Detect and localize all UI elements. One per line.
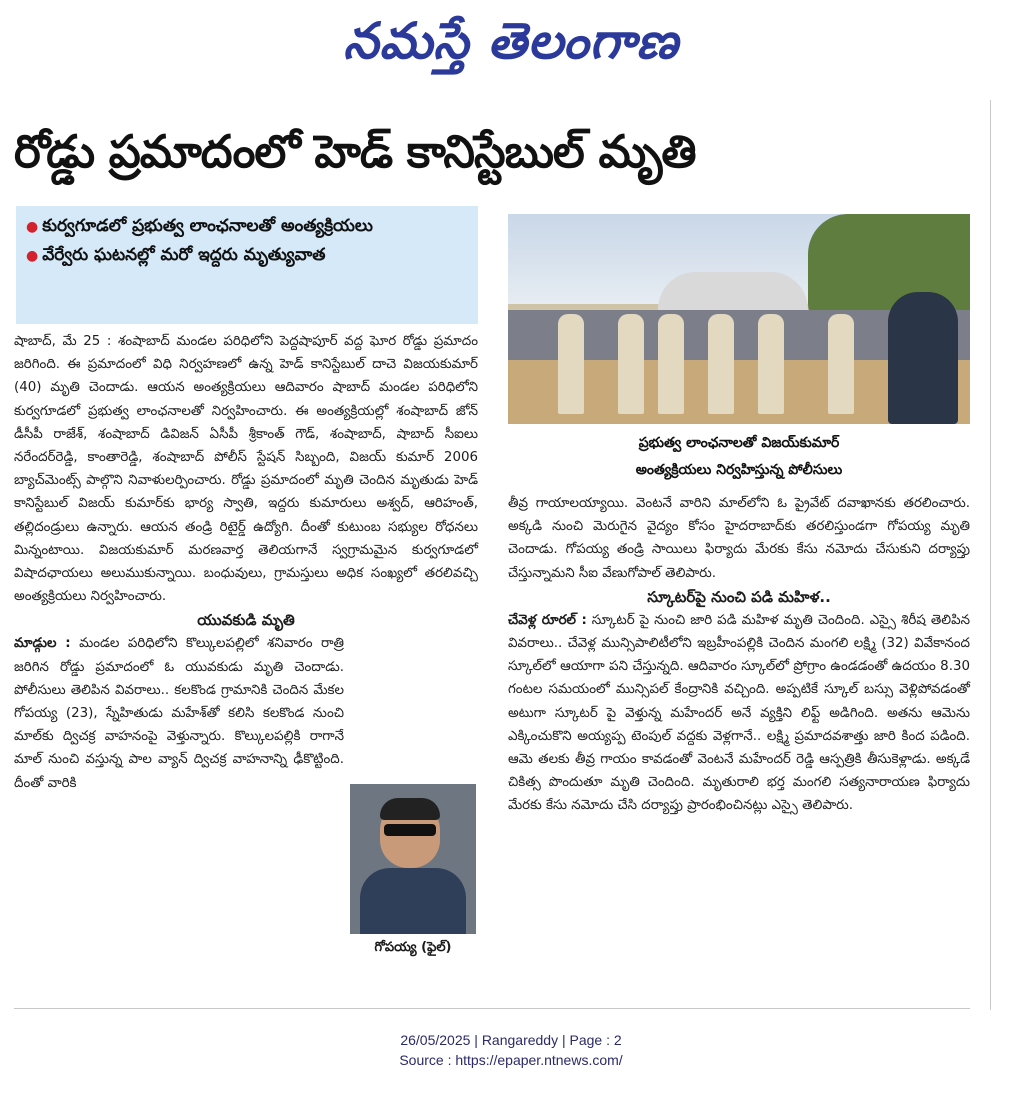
subheadline-1: ● కుర్వగూడలో ప్రభుత్వ లాంఛనాలతో అంత్యక్రియలు — [26, 216, 373, 236]
funeral-photo-caption: ప్రభుత్వ లాంఛనాలతో విజయ్‌కుమార్ అంత్యక్రియలు నిర్వహిస్తున్న పోలీసులు — [635, 435, 843, 478]
bullet-icon: ● — [26, 219, 39, 235]
footer-source-link[interactable]: Source : https://epaper.ntnews.com/ — [399, 1052, 623, 1068]
page-footer — [0, 1030, 1022, 1070]
column-divider-right — [990, 100, 991, 1010]
footer-date-edition: 26/05/2025 | Rangareddy | Page : 2 — [400, 1032, 622, 1048]
subheadline-box — [16, 206, 478, 324]
subheadline-2: ● వేర్వేరు ఘటనల్లో మరో ఇద్దరు మృత్యువాత — [26, 245, 326, 265]
youth-death-story-continued: తీవ్ర గాయాలయ్యాయి. వెంటనే వారిని మాల్‌లోని ఓ ప్రైవేట్ దవాఖానకు తరలించారు. అక్కడి నుంచి మెరుగైన వైద్యం కోసం హైదరాబాద్‌కు తరలిస్తుండగా గోపయ్య మృతి చెందాడు. గోపయ్య తండ్రి సాయిలు ఫిర్యాదు మేరకు కేసు నమోదు చేసుకుని దర్యాప్తు చేస్తున్నామని సీఐ వేణుగోపాల్ తెలిపారు. — [508, 496, 970, 581]
footer-divider — [14, 1008, 970, 1009]
article-column-left — [14, 330, 478, 795]
dateline-chevella: చేవెళ్ల రూరల్ : — [508, 612, 587, 628]
section-title-youth-death: యువకుడి మృతి — [197, 611, 295, 630]
funeral-photo — [508, 214, 970, 424]
scooter-fall-story: చేవెళ్ల రూరల్ : స్కూటర్ పై నుంచి జారి పడి మహిళ మృతి చెందింది. ఎస్సై శిరీష తెలిపిన వివరాలు.. చేవెళ్ల మున్సిపాలిటీలోని ఇబ్రహీంపల్లికి చెందిన మంగలి లక్ష్మి (32) వివేకానంద స్కూల్‌లో ఆయాగా పని చేస్తున్నది. ఆదివారం స్కూల్‌లో ప్రోగ్రాం ఉండడంతో ఉదయం 8.30 గంటల సమయంలో మున్సిపల్ కేంద్రానికి వచ్చింది. అప్పటికే స్కూల్ బస్సు వెళ్లిపోవడంతో అటుగా స్కూటర్ పై వెళ్తున్న మహేందర్ అనే వ్యక్తిని లిఫ్ట్ అడిగింది. అతను ఆమెను ఎక్కించుకొని అయ్యప్ప టెంపుల్ వద్దకు వెళ్లగానే.. లక్ష్మి ప్రమాదవశాత్తు జారి కింద పడింది. ఆమె తలకు తీవ్ర గాయం కావడంతో వెంటనే మహేందర్ రెడ్డి ఆస్పత్రికి తీసుకెళ్లాడు. అక్కడే చికిత్స పొందుతూ మృతి చెందింది. మృతురాలి భర్త మంగలి సత్యనారాయణ ఫిర్యాదు మేరకు కేసు నమోదు చేసి దర్యాప్తు ప్రారంభించినట్లు ఎస్సై తెలిపారు. — [508, 612, 970, 814]
section-title-scooter-fall: స్కూటర్‌పై నుంచి పడి మహిళ.. — [647, 587, 831, 606]
article-headline: రోడ్డు ప్రమాదంలో హెడ్ కానిస్టేబుల్ మృతి — [14, 125, 696, 178]
gopayya-photo-caption: గోపయ్య (ఫైల్) — [374, 940, 452, 955]
gopayya-photo — [350, 784, 476, 934]
bullet-icon: ● — [26, 248, 39, 264]
youth-death-story: మాడ్గుల : మండల పరిధిలోని కొల్కులపల్లిలో శనివారం రాత్రి జరిగిన రోడ్డు ప్రమాదంలో ఓ యువకుడు మృతి చెందాడు. పోలీసులు తెలిపిన వివరాలు.. కలకొండ గ్రామానికి చెందిన మేకల గోపయ్య (23), స్నేహితుడు మహేశ్‌తో కలిసి కలకొండ నుంచి మాల్‌కు ద్విచక్ర వాహనంపై వెళ్తున్నారు. కొల్కులపల్లికి రాగానే మాల్ నుంచి వస్తున్న పాల వ్యాన్ ద్విచక్ర వాహనాన్ని ఢీకొట్టింది. దీంతో వారికి — [14, 636, 344, 791]
article-column-right — [508, 492, 970, 818]
main-story-text: షాబాద్, మే 25 : శంషాబాద్ మండల పరిధిలోని పెద్దషాపూర్ వద్ద ఘోర రోడ్డు ప్రమాదం జరిగింది. ఈ ప్రమాదంలో విధి నిర్వహణలో ఉన్న హెడ్ కానిస్టేబుల్ దాచె విజయకుమార్ (40) మృతి చెందాడు. ఆయన అంత్యక్రియలు ఆదివారం షాబాద్ మండల పరిధిలోని కుర్వగూడలో ప్రభుత్వ లాంఛనాలతో నిర్వహించారు. ఈ అంత్యక్రియల్లో శంషాబాద్ జోన్ డీసీపీ రాజేశ్, శంషాబాద్ డివిజన్ ఏసీపీ శ్రీకాంత్ గౌడ్, శంషాబాద్, షాబాద్ సీఐలు నరేందర్‌రెడ్డి, కాంతారెడ్డి, శంషాబాద్ పోలీస్ స్టేషన్ సిబ్బంది, విజయ్ కుమార్ 2006 బ్యాచ్‌మెంట్స్ పాల్గొని నివాళులర్పించారు. రోడ్డు ప్రమాదంలో మృతి చెందిన మృతుడు హెడ్ కానిస్టేబుల్ విజయ్ కుమార్‌కు భార్య స్వాతి, ఇద్దరు కుమారులు అశ్వద్, ఆరిహంత్, తల్లిదండ్రులు ఉన్నారు. ఆయన తండ్రి రిటైర్డ్ ఉద్యోగి. దీంతో కుటుంబ సభ్యుల రోధనలు మిన్నంటాయి. విజయకుమార్ మరణవార్త తెలియగానే స్వగ్రామమైన కుర్వగూడలో విషాదఛాయలు అలుముకున్నాయి. బంధువులు, గ్రామస్తులు అధిక సంఖ్యలో తరలివచ్చి అంత్యక్రియలు నిర్వహించారు. — [14, 334, 478, 605]
dateline-madgula: మాడ్గుల : — [14, 636, 71, 652]
newspaper-masthead: నమస్తే తెలంగాణ — [343, 11, 679, 70]
